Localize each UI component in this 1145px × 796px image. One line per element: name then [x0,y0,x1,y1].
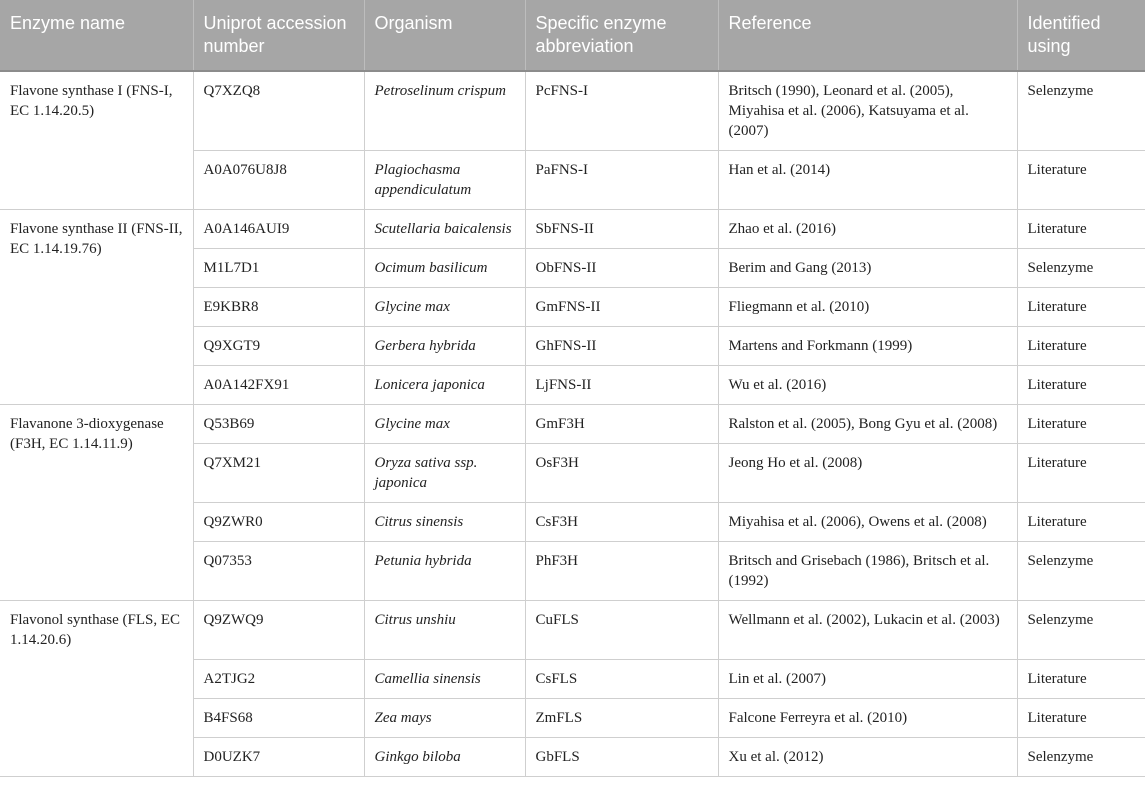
accession-cell: Q9XGT9 [193,326,364,365]
identified-cell: Literature [1017,209,1145,248]
table-row [0,209,1145,248]
organism-cell: Glycine max [364,404,525,443]
identified-cell: Literature [1017,659,1145,698]
accession-cell: Q9ZWR0 [193,502,364,541]
identified-cell: Literature [1017,502,1145,541]
reference-cell: Falcone Ferreyra et al. (2010) [718,698,1017,737]
accession-cell: Q07353 [193,541,364,600]
header-enzyme-name: Enzyme name [0,0,193,71]
identified-cell: Literature [1017,287,1145,326]
reference-cell: Fliegmann et al. (2010) [718,287,1017,326]
header-reference: Reference [718,0,1017,71]
identified-cell: Selenzyme [1017,71,1145,150]
header-row [0,0,1145,71]
accession-cell: A0A076U8J8 [193,150,364,209]
accession-cell: E9KBR8 [193,287,364,326]
identified-cell: Selenzyme [1017,248,1145,287]
accession-cell: Q53B69 [193,404,364,443]
abbreviation-cell: GmFNS-II [525,287,718,326]
enzyme-group-name: Flavonol synthase (FLS, EC 1.14.20.6) [0,600,193,776]
identified-cell: Selenzyme [1017,600,1145,659]
identified-cell: Literature [1017,365,1145,404]
accession-cell: A0A146AUI9 [193,209,364,248]
header-uniprot-accession: Uniprot accession number [193,0,364,71]
accession-cell: M1L7D1 [193,248,364,287]
organism-cell: Ginkgo biloba [364,737,525,776]
table-row [0,404,1145,443]
abbreviation-cell: ZmFLS [525,698,718,737]
organism-cell: Oryza sativa ssp. japonica [364,443,525,502]
reference-cell: Britsch (1990), Leonard et al. (2005), Miyahisa et al. (2006), Katsuyama et al. (2007) [718,71,1017,150]
reference-cell: Ralston et al. (2005), Bong Gyu et al. (2008) [718,404,1017,443]
organism-cell: Camellia sinensis [364,659,525,698]
accession-cell: A0A142FX91 [193,365,364,404]
table-row [0,71,1145,150]
abbreviation-cell: PcFNS-I [525,71,718,150]
accession-cell: Q9ZWQ9 [193,600,364,659]
organism-cell: Ocimum basilicum [364,248,525,287]
abbreviation-cell: PhF3H [525,541,718,600]
reference-cell: Miyahisa et al. (2006), Owens et al. (2008) [718,502,1017,541]
accession-cell: Q7XZQ8 [193,71,364,150]
organism-cell: Petroselinum crispum [364,71,525,150]
reference-cell: Martens and Forkmann (1999) [718,326,1017,365]
identified-cell: Literature [1017,326,1145,365]
header-organism: Organism [364,0,525,71]
accession-cell: Q7XM21 [193,443,364,502]
abbreviation-cell: SbFNS-II [525,209,718,248]
organism-cell: Zea mays [364,698,525,737]
organism-cell: Gerbera hybrida [364,326,525,365]
reference-cell: Lin et al. (2007) [718,659,1017,698]
organism-cell: Plagiochasma appendiculatum [364,150,525,209]
accession-cell: B4FS68 [193,698,364,737]
reference-cell: Berim and Gang (2013) [718,248,1017,287]
reference-cell: Britsch and Grisebach (1986), Britsch et al. (1992) [718,541,1017,600]
enzyme-group-name: Flavone synthase I (FNS-I, EC 1.14.20.5) [0,71,193,209]
identified-cell: Literature [1017,150,1145,209]
accession-cell: D0UZK7 [193,737,364,776]
abbreviation-cell: GhFNS-II [525,326,718,365]
abbreviation-cell: CuFLS [525,600,718,659]
abbreviation-cell: GmF3H [525,404,718,443]
organism-cell: Glycine max [364,287,525,326]
header-abbreviation: Specific enzyme abbreviation [525,0,718,71]
identified-cell: Selenzyme [1017,737,1145,776]
header-identified-using: Identified using [1017,0,1145,71]
enzyme-group-name: Flavanone 3-dioxygenase (F3H, EC 1.14.11.9) [0,404,193,600]
identified-cell: Selenzyme [1017,541,1145,600]
abbreviation-cell: GbFLS [525,737,718,776]
accession-cell: A2TJG2 [193,659,364,698]
organism-cell: Citrus unshiu [364,600,525,659]
reference-cell: Wu et al. (2016) [718,365,1017,404]
identified-cell: Literature [1017,698,1145,737]
enzyme-group-name: Flavone synthase II (FNS-II, EC 1.14.19.76) [0,209,193,404]
abbreviation-cell: CsF3H [525,502,718,541]
abbreviation-cell: ObFNS-II [525,248,718,287]
reference-cell: Han et al. (2014) [718,150,1017,209]
table-row [0,600,1145,659]
reference-cell: Zhao et al. (2016) [718,209,1017,248]
reference-cell: Wellmann et al. (2002), Lukacin et al. (2003) [718,600,1017,659]
abbreviation-cell: LjFNS-II [525,365,718,404]
organism-cell: Scutellaria baicalensis [364,209,525,248]
organism-cell: Lonicera japonica [364,365,525,404]
identified-cell: Literature [1017,443,1145,502]
reference-cell: Jeong Ho et al. (2008) [718,443,1017,502]
identified-cell: Literature [1017,404,1145,443]
abbreviation-cell: PaFNS-I [525,150,718,209]
organism-cell: Citrus sinensis [364,502,525,541]
abbreviation-cell: OsF3H [525,443,718,502]
reference-cell: Xu et al. (2012) [718,737,1017,776]
organism-cell: Petunia hybrida [364,541,525,600]
abbreviation-cell: CsFLS [525,659,718,698]
